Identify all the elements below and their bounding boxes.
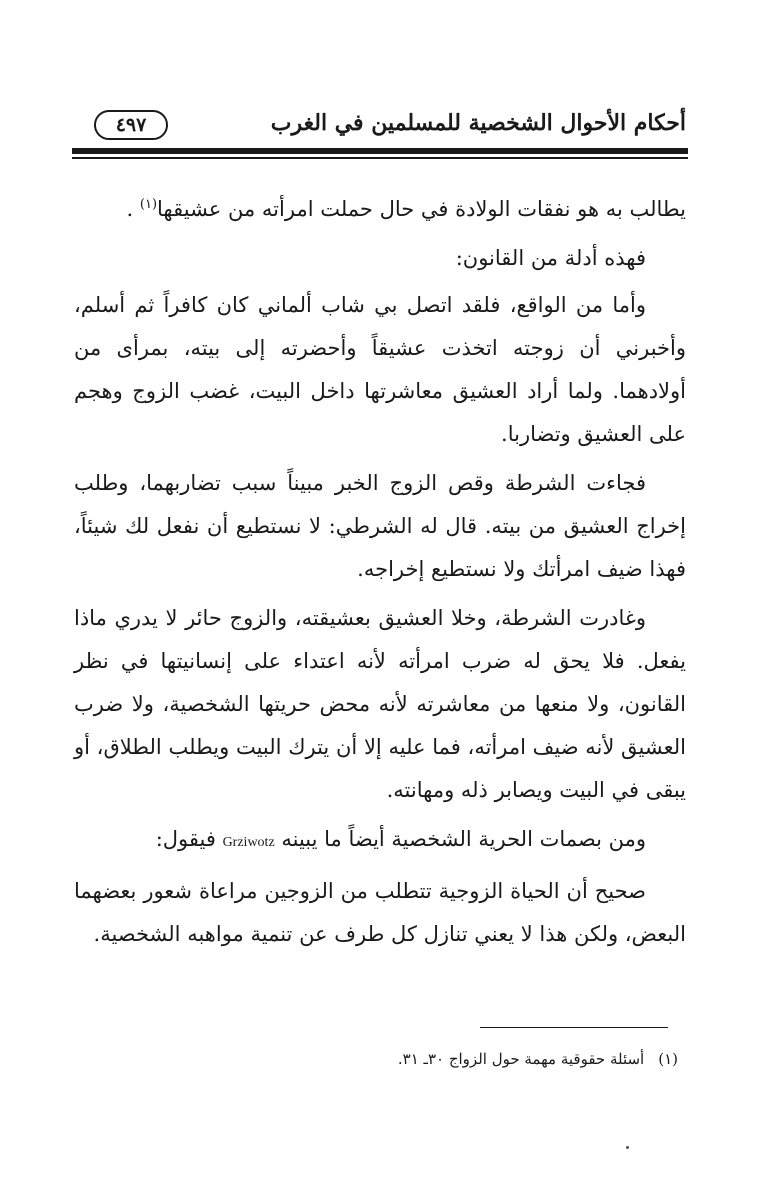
author-name-latin: Grziwotz xyxy=(222,835,275,850)
paragraph-6: ومن بصمات الحرية الشخصية أيضاً ما يبينه Grziwotz فيقول: xyxy=(155,827,646,851)
footnote-text: أسئلة حقوقية مهمة حول الزواج ٣٠ـ ٣١. xyxy=(397,1050,645,1068)
page-number: ٤٩٧ xyxy=(115,114,147,136)
paragraph-7: صحيح أن الحياة الزوجية تتطلب من الزوجين مراعاة شعور بعضهما البعض، ولكن هذا لا يعني تنازل كل طرف عن تنمية مواهبه الشخصية. xyxy=(74,879,686,946)
paragraph-2: فهذه أدلة من القانون: xyxy=(455,246,646,270)
paragraph-3: وأما من الواقع، فلقد اتصل بي شاب ألماني كان كافراً ثم أسلم، وأخبرني أن زوجته اتخذت عشيقاً وأحضرته إلى بيته، بمرأى من أولادهما. ولما أراد العشيق معاشرتها داخل البيت، غضب الزوج وهجم على العشيق وتضاربا. xyxy=(74,293,686,446)
book-title: أحكام الأحوال الشخصية للمسلمين في الغرب xyxy=(270,110,686,136)
running-header xyxy=(72,108,688,148)
paragraph-4: فجاءت الشرطة وقص الزوج الخبر مبيناً سبب تضاربهما، وطلب إخراج العشيق من بيته. قال له الشرطي: لا نستطيع أن نفعل لك شيئاً، فهذا ضيف امرأتك ولا نستطيع إخراجه. xyxy=(74,471,686,581)
paragraph-1: يطالب به هو نفقات الولادة في حال حملت امرأته من عشيقها$^{(١)}$ . xyxy=(126,197,686,221)
stray-mark xyxy=(626,1146,629,1149)
footnote-reference: (١) xyxy=(139,197,158,212)
footnote-number: (١) xyxy=(658,1050,678,1068)
body-text xyxy=(74,188,686,962)
header-rule-thin xyxy=(72,157,688,159)
footnote xyxy=(78,1050,678,1068)
paragraph-5: وغادرت الشرطة، وخلا العشيق بعشيقته، والزوج حائر لا يدري ماذا يفعل. فلا يحق له ضرب امرأته لأنه اعتداء على إنسانيتها في نظر القانون، ولا منعها من معاشرته لأنه محض حريتها الشخصية، ولا ضرب العشيق لأنه ضيف امرأته، فما عليه إلا أن يترك البيت ويطلب الطلاق، أو يبقى في البيت ويصابر ذله ومهانته. xyxy=(74,606,686,802)
page-number-badge xyxy=(94,110,168,140)
header-rule-thick xyxy=(72,148,688,154)
footnote-separator xyxy=(480,1027,668,1028)
